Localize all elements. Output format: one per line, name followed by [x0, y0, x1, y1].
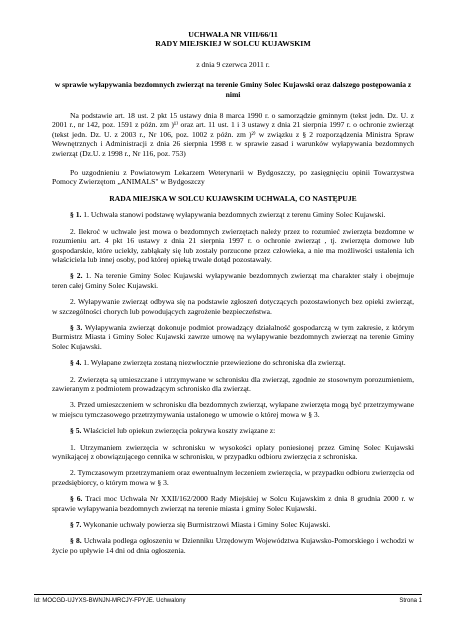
- section-3: [52, 323, 414, 351]
- resolution-subject: w sprawie wyłapywania bezdomnych zwierząt na terenie Gminy Solec Kujawski oraz dalszego postępowania z nimi: [54, 80, 412, 99]
- council-name: RADY MIEJSKIEJ W SOLCU KUJAWSKIM: [155, 39, 311, 49]
- section-number: § 3.: [70, 322, 83, 332]
- section-number: § 6.: [70, 494, 83, 504]
- section-8: [52, 536, 414, 555]
- section-text: Traci moc Uchwała Nr XXII/162/2000 Rady Miejskiej w Solcu Kujawskim z dnia 8 grudnia 2000 r. w sprawie wyłapywania bezdomnych zwierząt na terenie miasta i gminy Solec Kujawski.: [52, 494, 414, 513]
- page-number: Strona 1: [399, 598, 422, 604]
- section-text: Uchwała podlega ogłoszeniu w Dzienniku Urzędowym Województwa Kujawsko-Pomorskiego i wchodzi w życie po upływie 14 dni od dnia ogłoszenia.: [52, 536, 414, 555]
- section-7: [52, 520, 414, 529]
- resolution-formula: RADA MIEJSKA W SOLCU KUJAWSKIM UCHWALA, CO NASTĘPUJE: [109, 193, 357, 203]
- section-2-paragraph-1: [52, 271, 414, 290]
- resolution-number: UCHWAŁA NR VIII/66/11: [188, 30, 278, 39]
- section-text: 1. Na terenie Gminy Solec Kujawski wyłapywanie bezdomnych zwierząt ma charakter stały i obejmuje teren całej Gminy Solec Kujawski.: [52, 271, 415, 290]
- section-text: 1. Wyłapane zwierzęta zostaną niezwłocznie przewiezione do schroniska dla zwierząt.: [81, 358, 346, 368]
- section-6: [52, 494, 414, 513]
- section-2-paragraph-2: 2. Wyłapywanie zwierząt odbywa się na podstawie zgłoszeń dotyczących pozostawionych bez opieki zwierząt, w szczególności chorych lub powodujących zagrożenie bezpieczeństwa.: [52, 297, 414, 316]
- section-number: § 1.: [70, 210, 82, 220]
- legal-basis: Na podstawie art. 18 ust. 2 pkt 15 ustawy dnia 8 marca 1990 r. o samorządzie gminnym (tekst jedn. Dz. U. z 2001 r., nr 142, poz. 1591 z późn. zm )¹⁾ oraz art. 11 ust. 1 i 3 ustawy z dnia 21 sierpnia 1997 r. o ochronie zwierząt (tekst jedn. Dz. U. z 2003 r., Nr 106, poz. 1002 z późn. zm )²⁾ w związku z § 2 rozporządzenia Ministra Spraw Wewnętrznych i Administracji z dnia 26 sierpnia 1998 r. w sprawie zasad i warunków wyłapywania bezdomnych zwierząt (Dz.U. z 1998 r., Nr 116, poz. 753): [52, 111, 414, 158]
- section-4-paragraph-2: 2. Zwierzęta są umieszczane i utrzymywane w schronisku dla zwierząt, zgodnie ze stosownym porozumieniem, zawieranym z podmiotem prowadzącym schronisko dla zwierząt.: [52, 374, 414, 393]
- section-5-point-2: 2. Tymczasowym przetrzymaniem oraz ewentualnym leczeniem zwierzęcia, w przypadku odbioru zwierzęcia od przedsiębiorcy, o którym mowa w § 3.: [52, 468, 414, 487]
- section-1-paragraph-1: [52, 210, 414, 219]
- section-5: [52, 426, 414, 435]
- document-id: Id: MOCGD-UJYXS-BWNJN-MRCJY-FPYJE. Uchwalony: [34, 598, 186, 604]
- section-number: § 5.: [70, 426, 82, 436]
- document-content: [52, 30, 414, 555]
- section-number: § 4.: [70, 358, 82, 368]
- agreement-paragraph: Po uzgodnieniu z Powiatowym Lekarzem Weterynarii w Bydgoszczy, po zasięgnięciu opinii Towarzystwa Pomocy Zwierzętom „ANIMALS" w Bydgoszczy: [52, 168, 414, 187]
- section-1-paragraph-2: 2. Ilekroć w uchwale jest mowa o bezdomnych zwierzętach należy przez to rozumieć zwierzęta bezdomne w rozumieniu art. 4 pkt 16 ustawy z dnia 21 sierpnia 1997 r. o ochronie zwierząt , tj. zwierzęta domowe lub gospodarskie, które uciekły, zabłąkały się lub zostały porzucone przez człowieka, a nie ma możliwości ustalenia ich właściciela lub innej osoby, pod której opieką trwale dotąd pozostawały.: [52, 226, 414, 264]
- section-number: § 8.: [70, 536, 82, 546]
- section-text: Wykonanie uchwały powierza się Burmistrzowi Miasta i Gminy Solec Kujawski.: [81, 520, 331, 530]
- section-number: § 2.: [70, 271, 83, 281]
- resolution-date: z dnia 9 czerwca 2011 r.: [196, 59, 270, 69]
- page-footer: [34, 594, 422, 605]
- section-text: Wyłapywania zwierząt dokonuje podmiot prowadzący działalność gospodarczą w tym zakresie, z którym Burmistrz Miasta i Gminy Solec Kujawski zawrze umowę na wyłapywanie bezdomnych zwierząt na terenie Gminy Solec Kujawski.: [52, 322, 415, 351]
- section-text: Właściciel lub opiekun zwierzęcia pokrywa koszty związane z:: [81, 426, 276, 436]
- section-5-point-1: 1. Utrzymaniem zwierzęcia w schronisku w wysokości opłaty poniesionej przez Gminę Solec Kujawski wynikającej z obowiązującego cennika w schronisku, w przypadku odbioru zwierzęcia z schroniska.: [52, 442, 414, 461]
- section-4-paragraph-1: [52, 358, 414, 367]
- section-number: § 7.: [70, 520, 82, 530]
- section-4-paragraph-3: 3. Przed umieszczeniem w schronisku dla bezdomnych zwierząt, wyłapane zwierzęta mogą być przetrzymywane w miejscu tymczasowego przetrzymywania ustalonego w umowie o której mowa w § 3.: [52, 400, 414, 419]
- section-text: 1. Uchwała stanowi podstawę wyłapywania bezdomnych zwierząt z terenu Gminy Solec Kujawski.: [81, 210, 386, 220]
